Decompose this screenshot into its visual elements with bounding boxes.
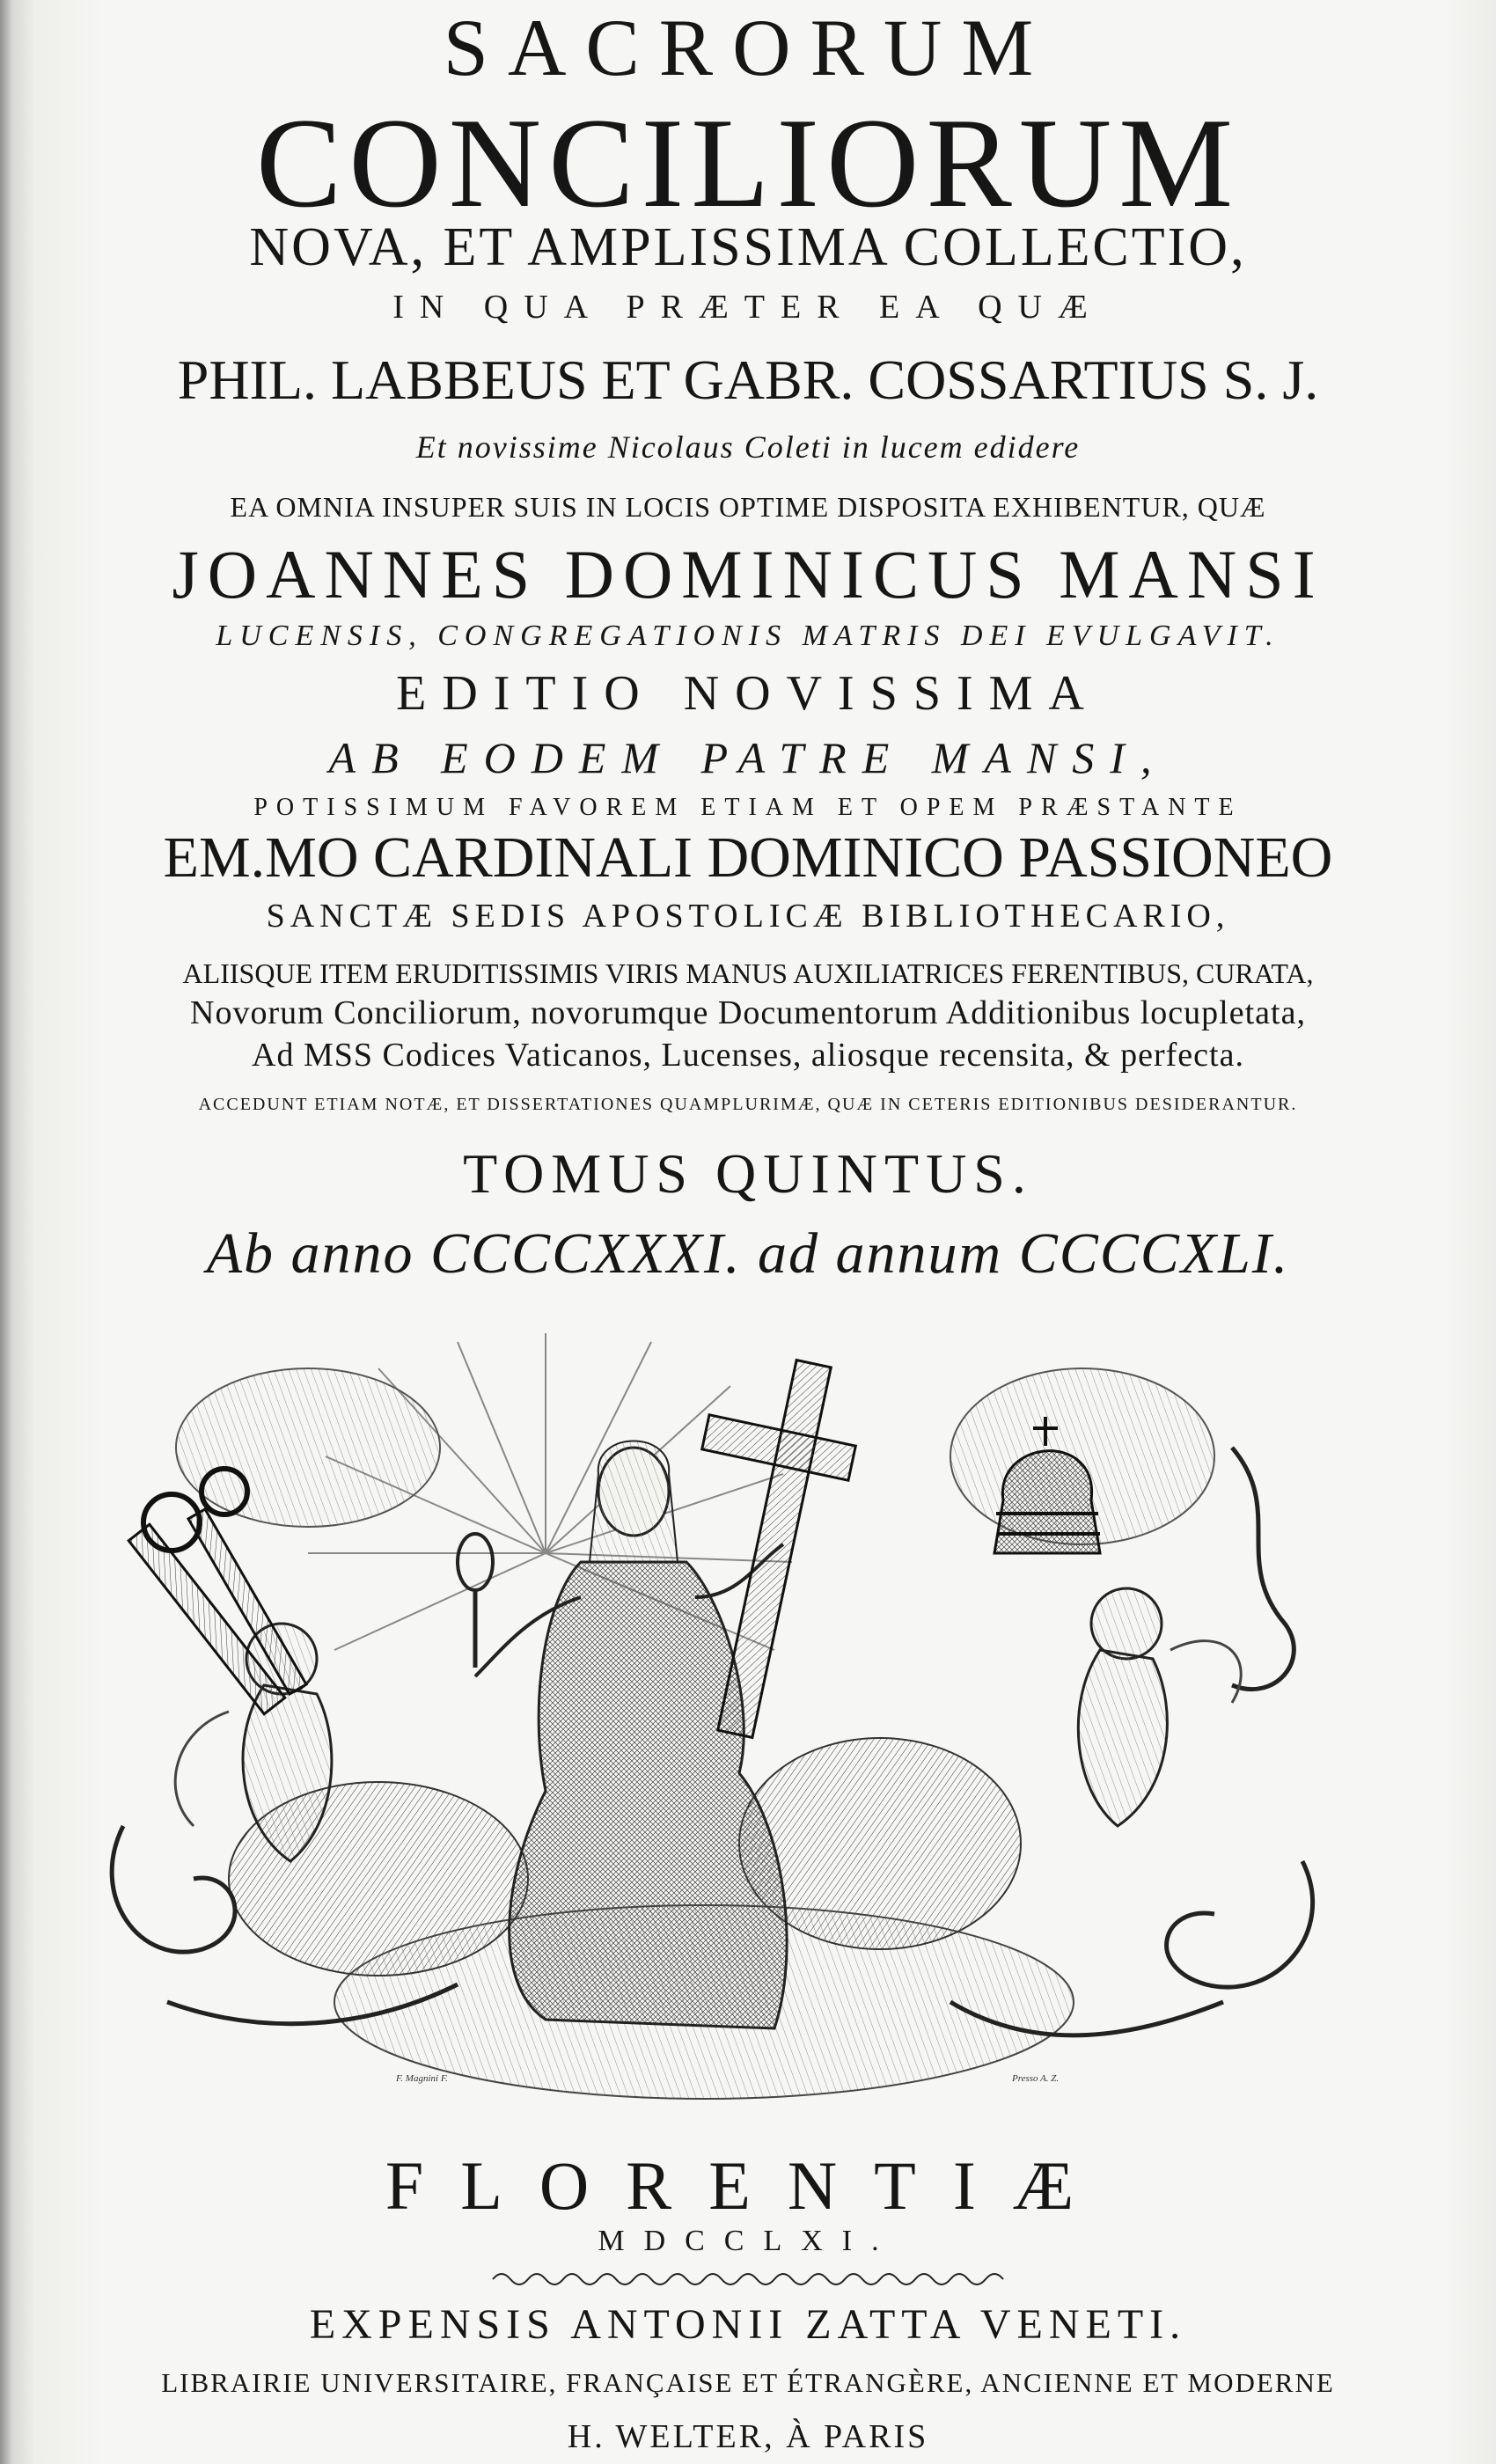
- title-line-conciliorum: CONCILIORUM: [255, 92, 1241, 234]
- subtitle-in-qua: IN QUA PRÆTER EA QUÆ: [392, 289, 1104, 326]
- bibliothecario-line: SANCTÆ SEDIS APOSTOLICÆ BIBLIOTHECARIO,: [266, 898, 1230, 935]
- editor-mansi: JOANNES DOMINICUS MANSI: [172, 536, 1324, 612]
- title-line-sacrorum: SACRORUM: [443, 3, 1053, 92]
- aliisque-line: ALIISQUE ITEM ERUDITISSIMIS VIRIS MANUS AUXILIATRICES FERENTIBUS, CURATA,: [182, 957, 1314, 989]
- volume-number: TOMUS QUINTUS.: [463, 1142, 1033, 1205]
- lucensis-line: LUCENSIS, CONGREGATIONIS MATRIS DEI EVULGAVIT.: [216, 620, 1280, 652]
- cherub-with-keys: [128, 1469, 332, 1861]
- disposita-line: EA OMNIA INSUPER SUIS IN LOCIS OPTIME DISPOSITA EXHIBENTUR, QUÆ: [230, 491, 1266, 523]
- accedunt-line: ACCEDUNT ETIAM NOTÆ, ET DISSERTATIONES QUAMPLURIMÆ, QUÆ IN CETERIS EDITIONIBUS DESIDERANTUR.: [198, 1095, 1298, 1114]
- authors-labbeus-cossartius: PHIL. LABBEUS ET GABR. COSSARTIUS S. J.: [177, 348, 1319, 411]
- engraver-signature-right: Presso A. Z.: [1012, 2073, 1060, 2084]
- cardinal-passioneo: EM.MO CARDINALI DOMINICO PASSIONEO: [163, 825, 1333, 890]
- mss-codices-line: Ad MSS Codices Vaticanos, Lucenses, aliosque recensita, & perfecta.: [252, 1037, 1244, 1074]
- ornamental-rule: [484, 2266, 1012, 2292]
- imprint-place: FLORENTIÆ: [385, 2147, 1111, 2224]
- subtitle-nova-collectio: NOVA, ET AMPLISSIMA COLLECTIO,: [249, 217, 1247, 277]
- ab-eodem-line: AB EODEM PATRE MANSI,: [328, 733, 1168, 782]
- imprint-publisher: EXPENSIS ANTONII ZATTA VENETI.: [309, 2301, 1187, 2348]
- editio-novissima: EDITIO NOVISSIMA: [396, 666, 1100, 721]
- potissimum-line: POTISSIMUM FAVOREM ETIAM ET OPEM PRÆSTANTE: [253, 794, 1243, 821]
- reprint-publisher: H. WELTER, À PARIS: [567, 2418, 929, 2455]
- imprint-year: MDCCLXI.: [598, 2225, 898, 2257]
- reprint-line: LIBRAIRIE UNIVERSITAIRE, FRANÇAISE ET ÉTRANGÈRE, ANCIENNE ET MODERNE: [161, 2367, 1335, 2398]
- year-range: Ab anno CCCCXXXI. ad annum CCCCXLI.: [206, 1221, 1290, 1286]
- novorum-line: Novorum Conciliorum, novorumque Documentorum Additionibus locupletata,: [190, 994, 1306, 1031]
- engraver-signature-left: F. Magnini F.: [396, 2073, 448, 2084]
- engraved-vignette: [88, 1333, 1320, 2116]
- editor-coleti-line: Et novissime Nicolaus Coleti in lucem edidere: [415, 429, 1081, 465]
